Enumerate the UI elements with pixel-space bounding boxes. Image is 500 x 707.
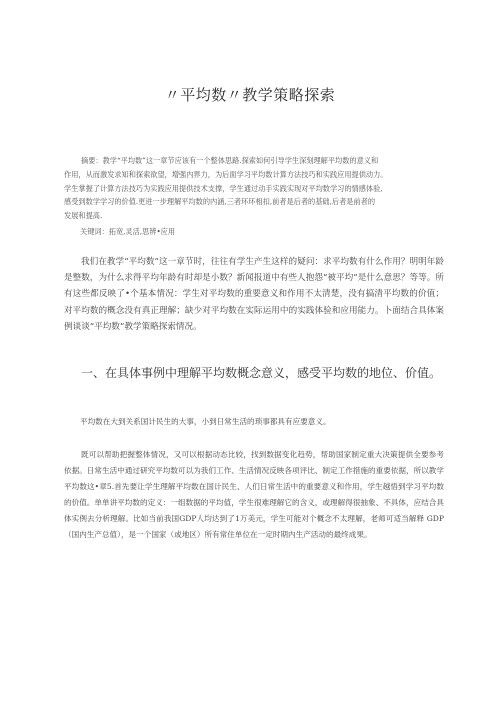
intro-paragraph: 我们在教学“平均数”这一章节时，往往有学生产生这样的疑问：求平均数有什么作用？明明年龄是整数，为什么求得平均年龄有时却是小数？新闻报道中有些人抱怨“被平均”是什么意思？等等。所有这些都反映了•个基本情况：学生对平均数的重要意义和作用不太清楚，没有搞清平均数的价值；对平均数的概念没有真正理解；缺少对平均数在实际运用中的实践体验和应用能力。卜面结合具体案例谈谈“平均数”教学策略探索情况。 [64, 257, 444, 332]
abstract-line: 学生掌握了计算方法技巧为实践应用提供技术支撑，学生通过动手实践实现对平均数学习的情感体验, [64, 183, 383, 193]
abstract [64, 154, 444, 223]
section-heading: 一、在具体事例中理解平均数概念意义，感受平均数的地位、价值。 [81, 366, 442, 380]
body-paragraph: 平均数在大到关系国计民生的大事，小到日常生活的琐事都具有应要意义。 [80, 417, 331, 426]
abstract-line: 发展和提高. [64, 211, 103, 221]
abstract-line: 摘要：教学“平均数”这一章节应该有一个整体思路.探索如何引导学生深刻理解平均数的意义和 [81, 156, 379, 165]
keywords: 关键词：拓宽,灵活,思辨•应用 [80, 227, 176, 236]
abstract-line: 感受到数学学习的价值.更进一步理解平均数的内涵,三者环环相扣,前者是后者的基础,后者是前者的 [64, 197, 376, 207]
body-paragraph: 既可以帮助把握整体情况，又可以根据动态比较，找到数据变化趋势，帮助国家制定重大决策提供全要参考依据。日常生活中通过研究平均数可以为我们工作、生活情况反映各项评比、制定工作措施的重要依据，所以教学平均数这•章5.首先要让学生理解平均数在国计民生、人们日常生活中的重要意义和作用，学生越悟到学习平均数的价值。单单讲平均数的定义：一组数据的平均值，学生很难理解它的含义，或理解得很抽象、不具体，应结合具体实例去分析理解。比如当前我国GDP人均达到了1万美元，学生可能对个概念不太理解，老师可适当解释 GDP（国内生产总值），是一个国家（或地区）所有常住单位在一定时期内生产活动的最终成果。 [64, 450, 444, 539]
document-title: 〃平均数〃教学策略探索 [164, 86, 336, 104]
abstract-line: 作用，从而激发求知和探索欲望，增强内界力，为后面学习平均数计算方法技巧和实践应用提供动力。 [64, 169, 388, 179]
